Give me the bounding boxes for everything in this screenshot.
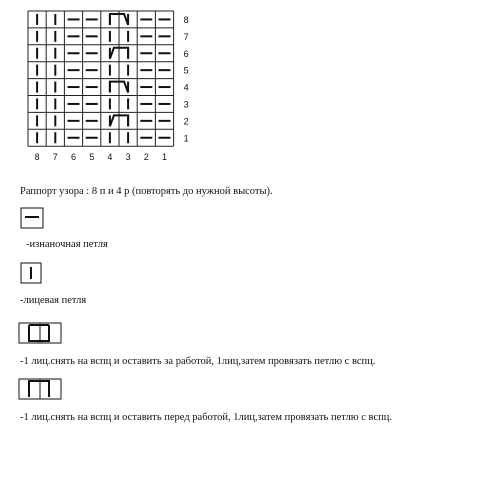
column-number-label: 1 (161, 152, 168, 163)
row-number-label: 5 (183, 65, 189, 76)
column-number-label: 4 (107, 152, 113, 163)
cross-front-legend-text: -1 лиц.снять на вспц и оставить перед работой, 1лиц,затем провязать петлю с вспц. (20, 412, 392, 423)
column-number-label: 6 (70, 152, 77, 163)
row-number-label: 6 (183, 48, 189, 59)
cross-back-symbol-icon (18, 321, 68, 345)
knit-symbol-icon (20, 262, 46, 284)
knitting-chart (0, 0, 485, 175)
column-number-label: 2 (143, 152, 149, 163)
row-number-label: 7 (183, 31, 189, 42)
purl-symbol-icon (20, 207, 46, 229)
column-number-label: 3 (125, 152, 131, 163)
column-number-label: 5 (89, 152, 95, 163)
row-number-label: 1 (183, 133, 189, 144)
rapport-description: Раппорт узора : 8 п и 4 р (повторять до нужной высоты). (20, 186, 273, 197)
column-number-label: 8 (34, 152, 40, 163)
knit-legend-text: -лицевая петля (20, 295, 87, 306)
column-number-label: 7 (52, 152, 58, 163)
cross-back-legend-text: -1 лиц.снять на вспц и оставить за работой, 1лиц,затем провязать петлю с вспц. (20, 356, 376, 367)
row-number-label: 4 (183, 82, 189, 93)
row-number-label: 8 (183, 14, 189, 25)
purl-legend-text: -изнаночная петля (26, 239, 108, 250)
row-number-label: 2 (183, 116, 189, 127)
row-number-label: 3 (183, 99, 189, 110)
cross-front-symbol-icon (18, 377, 68, 401)
